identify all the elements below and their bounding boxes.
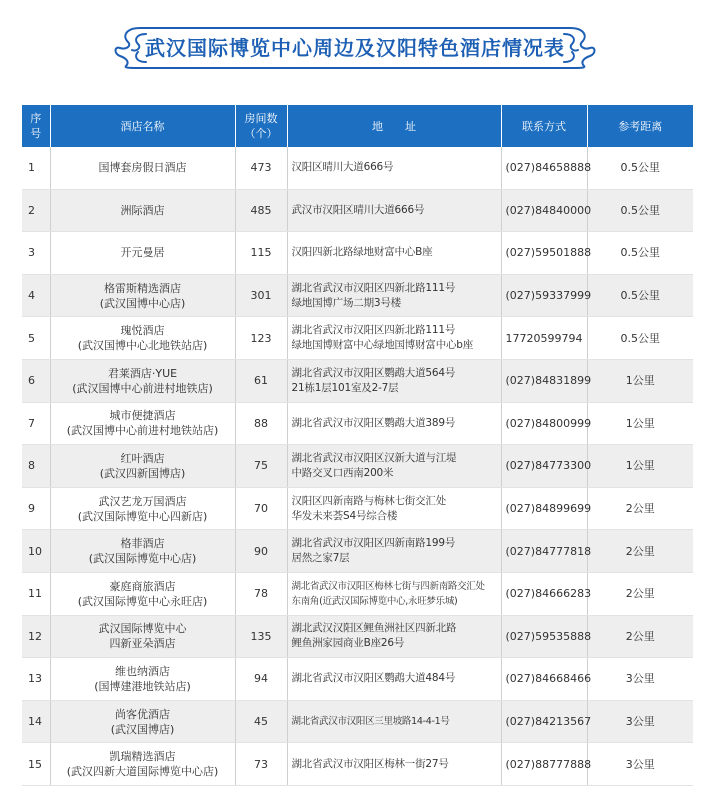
room-count: 73 [235, 743, 287, 786]
room-count: 78 [235, 572, 287, 615]
row-index: 4 [22, 274, 50, 317]
row-index: 2 [22, 189, 50, 232]
hotel-distance: 2公里 [587, 487, 693, 530]
table-row [22, 530, 693, 573]
hotel-address: 汉阳区晴川大道666号 [287, 147, 501, 189]
hotel-address: 汉阳区四新南路与梅林七街交汇处 华发未来荟S4号综合楼 [287, 487, 501, 530]
hotel-phone: (027)84831899 [501, 359, 587, 402]
hotel-name: 国博套房假日酒店 [50, 147, 235, 189]
table-row [22, 359, 693, 402]
hotel-address: 湖北武汉汉阳区鲤鱼洲社区四新北路 鲤鱼洲家园商业B座26号 [287, 615, 501, 658]
table-row [22, 700, 693, 743]
hotel-phone: (027)59535888 [501, 615, 587, 658]
header-phone: 联系方式 [501, 105, 587, 147]
hotel-address: 湖北省武汉市汉阳区四新北路111号 绿地国博财富中心绿地国博财富中心b座 [287, 317, 501, 360]
hotel-distance: 0.5公里 [587, 317, 693, 360]
room-count: 61 [235, 359, 287, 402]
table-row [22, 232, 693, 275]
hotel-name: 维也纳酒店 (国博建港地铁站店) [50, 658, 235, 701]
hotel-distance: 1公里 [587, 359, 693, 402]
row-index: 12 [22, 615, 50, 658]
hotel-phone: (027)84668466 [501, 658, 587, 701]
row-index: 9 [22, 487, 50, 530]
hotel-name: 城市便捷酒店 (武汉国博中心前进村地铁站店) [50, 402, 235, 445]
hotel-phone: (027)84800999 [501, 402, 587, 445]
table-row [22, 743, 693, 786]
table-row [22, 274, 693, 317]
room-count: 94 [235, 658, 287, 701]
hotel-distance: 3公里 [587, 700, 693, 743]
hotel-name: 武汉艺龙万国酒店 (武汉国际博览中心四新店) [50, 487, 235, 530]
hotel-name: 豪庭商旅酒店 (武汉国际博览中心永旺店) [50, 572, 235, 615]
hotel-phone: (027)84658888 [501, 147, 587, 189]
room-count: 485 [235, 189, 287, 232]
room-count: 75 [235, 445, 287, 488]
room-count: 70 [235, 487, 287, 530]
hotel-distance: 0.5公里 [587, 232, 693, 275]
title-banner [100, 22, 610, 74]
row-index: 3 [22, 232, 50, 275]
table-row [22, 658, 693, 701]
header-address: 地 址 [287, 105, 501, 147]
hotel-address: 湖北省武汉市汉阳区四新南路199号 居然之家7层 [287, 530, 501, 573]
hotel-distance: 2公里 [587, 615, 693, 658]
room-count: 115 [235, 232, 287, 275]
table-row [22, 615, 693, 658]
hotel-distance: 3公里 [587, 658, 693, 701]
hotel-name: 格菲酒店 (武汉国际博览中心店) [50, 530, 235, 573]
table-header-row [22, 105, 693, 147]
hotel-table [22, 105, 693, 786]
table-row [22, 402, 693, 445]
row-index: 10 [22, 530, 50, 573]
hotel-address: 湖北省武汉市汉阳区鹦鹉大道484号 [287, 658, 501, 701]
row-index: 15 [22, 743, 50, 786]
hotel-address: 武汉市汉阳区晴川大道666号 [287, 189, 501, 232]
hotel-name: 君莱酒店·YUE (武汉国博中心前进村地铁店) [50, 359, 235, 402]
hotel-phone: (027)84840000 [501, 189, 587, 232]
hotel-distance: 3公里 [587, 743, 693, 786]
row-index: 5 [22, 317, 50, 360]
table-row [22, 189, 693, 232]
table-row [22, 487, 693, 530]
row-index: 13 [22, 658, 50, 701]
hotel-phone: (027)84777818 [501, 530, 587, 573]
hotel-name: 凯瑞精选酒店 (武汉四新大道国际博览中心店) [50, 743, 235, 786]
room-count: 90 [235, 530, 287, 573]
hotel-name: 尚客优酒店 (武汉国博店) [50, 700, 235, 743]
room-count: 473 [235, 147, 287, 189]
hotel-distance: 0.5公里 [587, 274, 693, 317]
hotel-phone: 17720599794 [501, 317, 587, 360]
table-row [22, 317, 693, 360]
header-rooms: 房间数 （个） [235, 105, 287, 147]
room-count: 135 [235, 615, 287, 658]
row-index: 11 [22, 572, 50, 615]
hotel-name: 瑰悦酒店 (武汉国博中心北地铁站店) [50, 317, 235, 360]
header-hotel-name: 酒店名称 [50, 105, 235, 147]
row-index: 8 [22, 445, 50, 488]
hotel-phone: (027)59337999 [501, 274, 587, 317]
room-count: 301 [235, 274, 287, 317]
hotel-name: 开元曼居 [50, 232, 235, 275]
hotel-name: 洲际酒店 [50, 189, 235, 232]
room-count: 45 [235, 700, 287, 743]
room-count: 88 [235, 402, 287, 445]
hotel-address: 湖北省武汉市汉阳区梅林一街27号 [287, 743, 501, 786]
hotel-phone: (027)59501888 [501, 232, 587, 275]
row-index: 14 [22, 700, 50, 743]
hotel-phone: (027)84773300 [501, 445, 587, 488]
room-count: 123 [235, 317, 287, 360]
row-index: 7 [22, 402, 50, 445]
hotel-distance: 1公里 [587, 445, 693, 488]
hotel-name: 武汉国际博览中心 四新亚朵酒店 [50, 615, 235, 658]
header-distance: 参考距离 [587, 105, 693, 147]
hotel-distance: 0.5公里 [587, 147, 693, 189]
hotel-phone: (027)88777888 [501, 743, 587, 786]
hotel-phone: (027)84899699 [501, 487, 587, 530]
hotel-name: 格雷斯精选酒店 (武汉国博中心店) [50, 274, 235, 317]
hotel-address: 湖北省武汉市汉阳区梅林七街与四新南路交汇处 东南角(近武汉国际博览中心,永旺梦乐城) [287, 572, 501, 615]
hotel-distance: 0.5公里 [587, 189, 693, 232]
table-row [22, 147, 693, 189]
hotel-distance: 1公里 [587, 402, 693, 445]
page-title: 武汉国际博览中心周边及汉阳特色酒店情况表 [145, 36, 565, 60]
hotel-phone: (027)84213567 [501, 700, 587, 743]
hotel-address: 湖北省武汉市汉阳区汉新大道与江堤 中路交叉口西南200米 [287, 445, 501, 488]
hotel-distance: 2公里 [587, 572, 693, 615]
hotel-address: 湖北省武汉市汉阳区三里坡路14-4-1号 [287, 700, 501, 743]
row-index: 1 [22, 147, 50, 189]
hotel-address: 湖北省武汉市汉阳区四新北路111号 绿地国博广场二期3号楼 [287, 274, 501, 317]
hotel-address: 湖北省武汉市汉阳区鹦鹉大道389号 [287, 402, 501, 445]
row-index: 6 [22, 359, 50, 402]
table-row [22, 572, 693, 615]
table-row [22, 445, 693, 488]
hotel-name: 红叶酒店 (武汉四新国博店) [50, 445, 235, 488]
hotel-distance: 2公里 [587, 530, 693, 573]
hotel-address: 汉阳四新北路绿地财富中心B座 [287, 232, 501, 275]
hotel-address: 湖北省武汉市汉阳区鹦鹉大道564号 21栋1层101室及2-7层 [287, 359, 501, 402]
header-index: 序 号 [22, 105, 50, 147]
hotel-phone: (027)84666283 [501, 572, 587, 615]
